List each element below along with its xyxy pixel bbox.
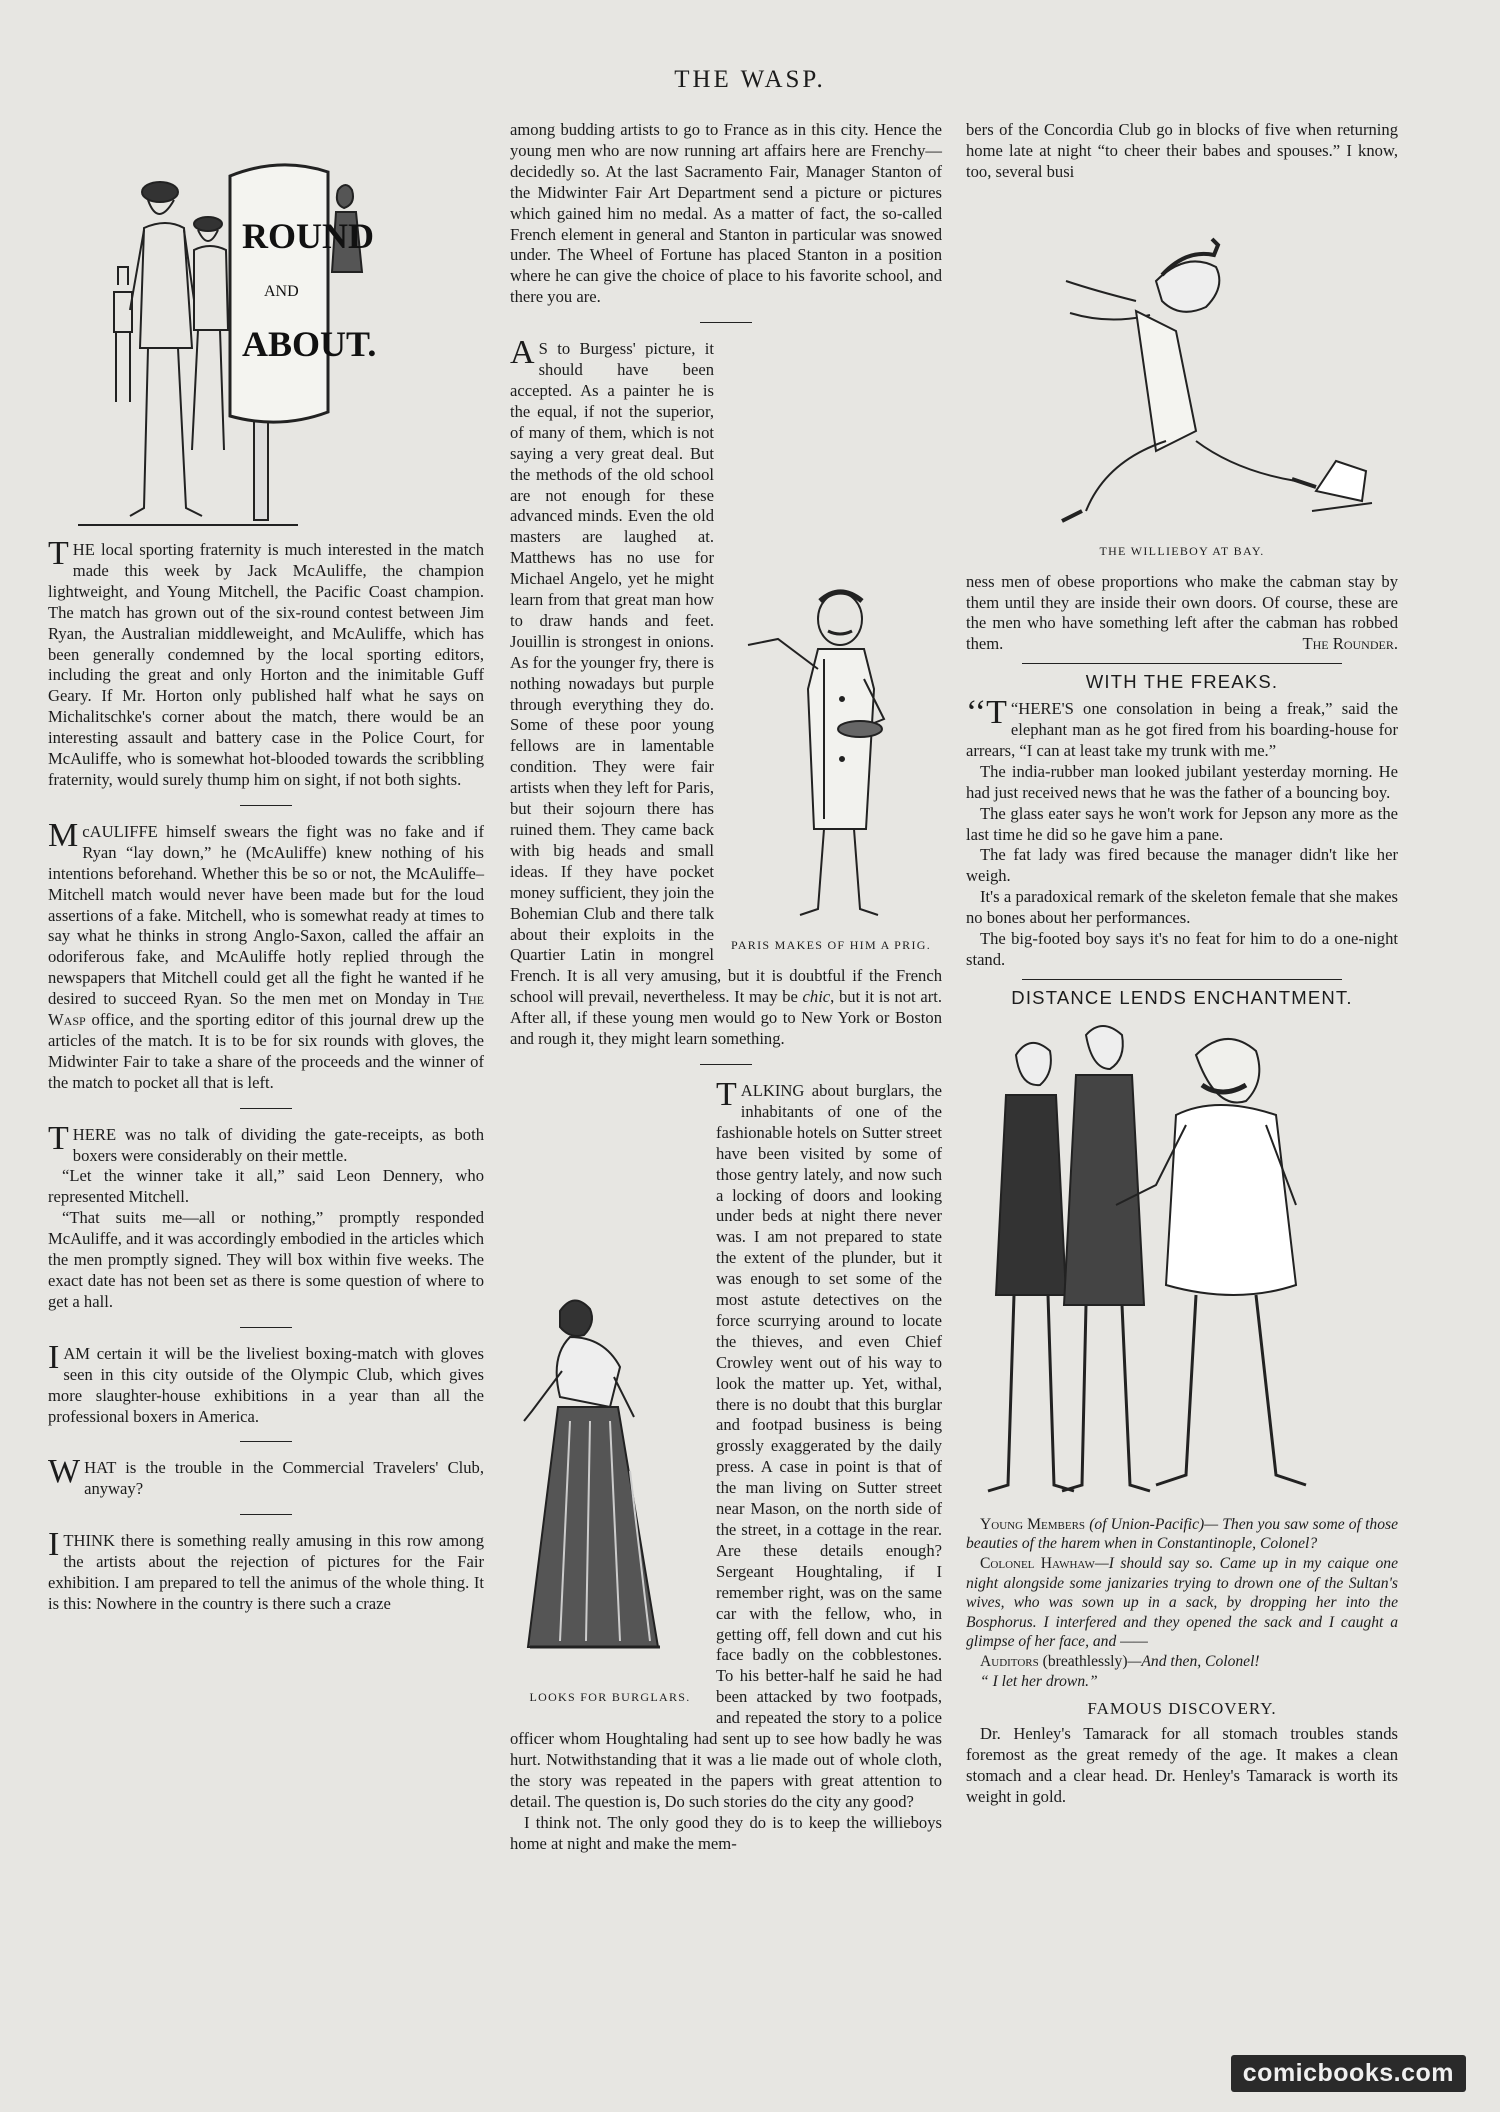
dialogue-colonel-hawhaw: Colonel Hawhaw—I should say so. Came up in my caique one night alongside some janizaries trying to drown one of the Sultan's wives, who was sown up in a sack, by dropping her into the Bosphorus. I interfered and they opened the sack and I caught a glimpse of her face, and —— (966, 1554, 1398, 1651)
column-2 (510, 120, 942, 1855)
divider (240, 1108, 292, 1109)
freaks-paragraph-3: The glass eater says he won't work for Jepson any more as the last time he did so he gave him a pane. (966, 803, 1398, 844)
dropcap: W (48, 1453, 81, 1491)
heading-with-the-freaks: WITH THE FREAKS. (1085, 671, 1279, 693)
freaks-paragraph-2: The india-rubber man looked jubilant yesterday morning. He had just received news that he was the father of a bouncing boy. (966, 761, 1398, 802)
col3-paragraph-1: bers of the Concordia Club go in blocks of five when returning home late at night “to cheer their babes and spouses.” I know, too, several busi (966, 120, 1398, 181)
col2-paragraph-3: TALKING about burglars, the inhabitants of one of the fashionable hotels on Sutter street have been visited by some of those gentry lately, and now such a locking of doors and looking under beds at night there never was. I am not prepared to state the extent of the plunder, but it was enough to set some of the most astute detectives on the force scurrying around to locate the thieves, and even Chief Crowley went out of his way to look the matter up. Yet, withal, there is no doubt that this burglar and footpad business is being grossly exaggerated by the daily press. A case in point is that of the man living on Sutter street near Mason, on the north side of the street, in a cottage in the rear. Are these details enough? Sergeant Houghtaling, if I remember right, was on the same car with the fellow, who, in getting off, fell down and cut his face badly on the cobblestones. To his better-half he said he had been attacked by two footpads, and repeated the story to a police officer whom Houghtaling had sent up to see how badly he was hurt. Notwithstanding that it was a lie made out of whole cloth, the story was repeated in the papers with great attention to detail. The question is, Do such stories do the city any good? (510, 1075, 942, 1811)
dropcap: I (48, 1526, 60, 1564)
col1-paragraph-4: “Let the winner take it all,” said Leon Dennery, who represented Mitchell. (48, 1166, 484, 1207)
divider (240, 805, 292, 806)
col1-paragraph-8: ITHINK there is something really amusing in this row among the artists about the rejection of pictures for the Fair exhibition. I am prepared to tell the animus of the whole thing. It is this: Nowhere in the country is there such a craze (48, 1526, 484, 1613)
dropcap: T (716, 1075, 737, 1113)
col1-paragraph-2: McAULIFFE himself swears the fight was no fake and if Ryan “lay down,” he (McAuliffe) knew nothing of his intentions beforehand. Whether this be so or not, the McAuliffe–Mitchell match would never have been made but for the loud assertions of a fake. Mitchell, who is somewhat ready at times to say what he thinks in strong Anglo-Saxon, called the affair an odoriferous fake, and McAuliffe hotly replied through the newspapers that Mitchell could get all the fight he wanted if he desired to succeed Ryan. So the men met on Monday in The Wasp office, and the sporting editor of this journal drew up the articles of the match. It is to be for six rounds with gloves, the Midwinter Fair to take a share of the proceeds and the winner of the match to pocket all that is left. (48, 816, 484, 1092)
col1-paragraph-3: THERE was no talk of dividing the gate-receipts, as both boxers were considerably on their mettle. (48, 1119, 484, 1165)
sign-about: ABOUT. (242, 324, 377, 364)
caption-prig: PARIS MAKES OF HIM A PRIG. (730, 938, 932, 953)
prig-figure (720, 579, 942, 956)
col2-paragraph-2: A S to Burgess' picture, it should have been accepted. As a painter he is the equal, if not the superior, of many of them, which is not saying a very great deal. But the methods of the old school are not enough for these advanced minds. Even the old masters are laughed at. Matthews has no use for Michael Angelo, yet he might learn from that great man how to draw hands and feet. Jouillin is strongest in onions. As for the younger fry, there is nothing nowadays but purple through everything they do. Some of these poor young fellows are in lamentable condition. They were fair artists when they left for Paris, but their sojourn there has ruined them. They came back with big heads and small ideas. If they have pocket money sufficient, they join the Bohemian Club and there talk about their exploits in the Quartier Latin in mongrel French. It is all very amusing, but it is doubtful if the French school will prevail, nevertheless. It may be chic, but it is not art. After all, if these young men would go to New York or Boston and rough it, they might learn something. (510, 334, 942, 1049)
column-3 (966, 120, 1398, 1808)
freaks-paragraph-1: ‘‘T “HERE'S one consolation in being a freak,” said the elephant man as he got fired from his boarding-house for arrears, “I can at least take my trunk with me.” (966, 694, 1398, 760)
column-1 (48, 120, 484, 1615)
heading-famous-discovery: FAMOUS DISCOVERY. (1087, 1699, 1277, 1719)
dialogue-young-members: Young Members (of Union-Pacific)— Then you saw some of those beauties of the harem when in Constantinople, Colonel? (966, 1515, 1398, 1553)
signature-the-rounder: The Rounder. (1302, 634, 1398, 654)
col1-paragraph-1: THE local sporting fraternity is much interested in the match made this week by Jack McAuliffe, the champion lightweight, and Young Mitchell, the Pacific Coast champion. The match has grown out of the six-round contest between Jim Ryan, the Australian middleweight, and McAuliffe, which has been generally condemned by the local sporting editors, including the great and only Horton and the inimitable Guff Geary. If Mr. Horton only published half what he says on Michalitschke's corner about the match, there would be an interesting assault and battery case in the Police Court, for McAuliffe, who is somewhat hot-blooded towards the scribbling fraternity, would surely thump him on sight, if not both sights. (48, 535, 484, 789)
distance-enchantment-illustration (966, 1015, 1398, 1515)
divider (700, 322, 752, 323)
paris-prig-illustration (720, 579, 942, 929)
col1-paragraph-7: WHAT is the trouble in the Commercial Travelers' Club, anyway? (48, 1453, 484, 1499)
dialogue-colonel-reply: “ I let her drown.” (980, 1672, 1098, 1690)
col2-paragraph-1: among budding artists to go to France as in this city. Hence the young men who are now running art affairs here are Frenchy—decidedly so. At the last Sacramento Fair, Manager Stanton of the Midwinter Fair Art Department send a picture or pictures which gained him no medal. As a matter of fact, the so-called French element in general and Stanton in particular was snowed under. The Wheel of Fortune has placed Stanton in a position where he can give the choice of place to his favorite school, and there you are. (510, 120, 942, 307)
divider (700, 1064, 752, 1065)
caption-willieboy: THE WILLIEBOY AT BAY. (1099, 543, 1265, 558)
sign-round: ROUND (242, 216, 374, 256)
dropcap: M (48, 816, 79, 854)
dropcap: A (510, 334, 535, 372)
divider (240, 1327, 292, 1328)
famous-discovery-text: Dr. Henley's Tamarack for all stomach troubles stands foremost as the great remedy of the age. It makes a clean stomach and a clear head. Dr. Henley's Tamarack is worth its weight in gold. (966, 1724, 1398, 1806)
dialogue-auditors: Auditors (breathlessly)—And then, Colonel! (980, 1652, 1260, 1670)
chic-word: chic (802, 987, 831, 1007)
dropcap: I (48, 1338, 60, 1376)
round-and-about-illustration (48, 120, 484, 540)
dropcap: ‘‘T (966, 694, 1007, 732)
divider (1022, 663, 1342, 664)
divider (1022, 979, 1342, 980)
col1-paragraph-6: IAM certain it will be the liveliest boxing-match with gloves seen in this city outside of the Olympic Club, which gives more slaughter-house exhibitions in a year than all the professional boxers in America. (48, 1338, 484, 1426)
burglar-figure (510, 1291, 710, 1708)
burglar-lady-illustration (510, 1291, 710, 1681)
col1-paragraph-5: “That suits me—all or nothing,” promptly responded McAuliffe, and it was accordingly embodied in the articles which the men promptly signed. They will box within five weeks. The exact date has not been set as there is some question of where to get a hall. (48, 1208, 484, 1311)
divider (240, 1441, 292, 1442)
heading-distance-lends-enchantment: DISTANCE LENDS ENCHANTMENT. (1011, 986, 1353, 1008)
caption-burglars: LOOKS FOR BURGLARS. (529, 1689, 691, 1704)
masthead: THE WASP. (674, 66, 826, 93)
divider (240, 1514, 292, 1515)
dropcap: T (48, 1119, 69, 1157)
freaks-paragraph-6: The big-footed boy says it's no feat for him to do a one-night stand. (966, 929, 1398, 969)
site-watermark: comicbooks.com (1231, 2055, 1466, 2092)
col2-paragraph-4: I think not. The only good they do is to keep the willieboys home at night and make the mem- (510, 1812, 942, 1853)
col3-paragraph-2: ness men of obese proportions who make the cabman stay by them until they are inside their own doors. Of course, these are the men who have something left after the cabman has robbed them. (966, 571, 1398, 654)
freaks-paragraph-5: It's a paradoxical remark of the skeleton female that she makes no bones about her performances. (966, 887, 1398, 928)
sign-and: AND (264, 283, 299, 300)
dropcap: T (48, 535, 69, 572)
the-wasp-mention: The Wasp (48, 989, 484, 1030)
freaks-paragraph-4: The fat lady was fired because the manager didn't like her weigh. (966, 845, 1398, 886)
willieboy-illustration (966, 191, 1398, 541)
